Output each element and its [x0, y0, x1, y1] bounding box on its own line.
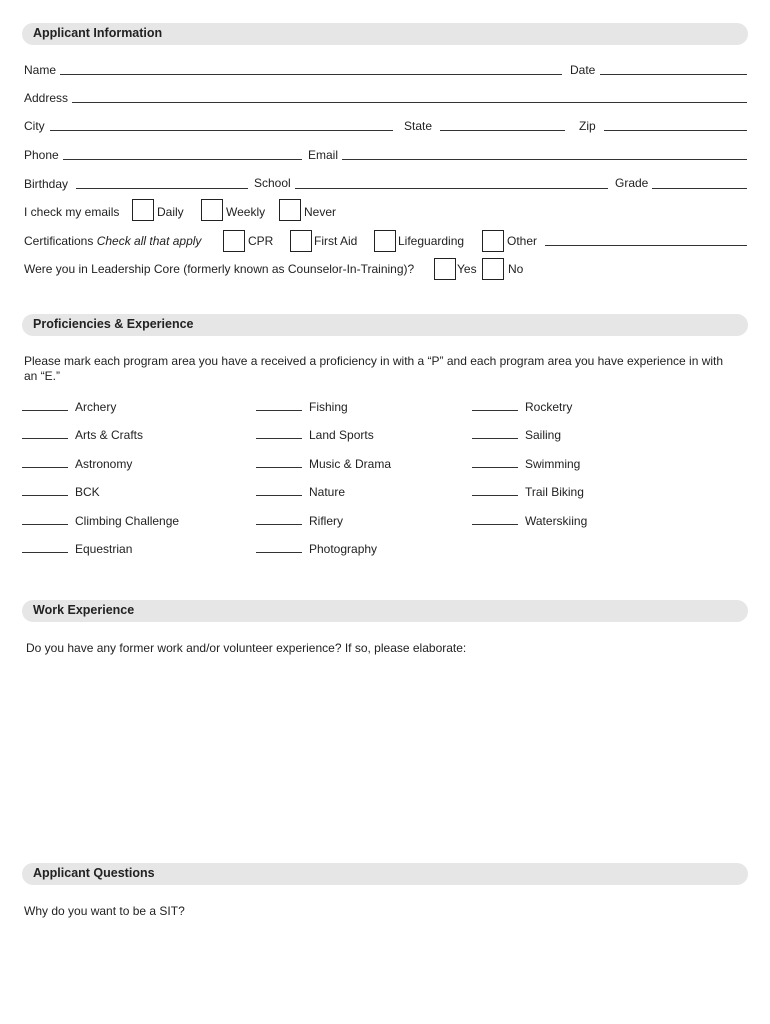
school-field[interactable]	[295, 188, 608, 189]
zip-field[interactable]	[604, 130, 747, 131]
archery-mark-field[interactable]	[22, 410, 68, 411]
other-certification-field[interactable]	[545, 245, 747, 246]
leadership-question: Were you in Leadership Core (formerly known as Counselor-In-Training)?	[24, 262, 415, 276]
school-label: School	[254, 176, 291, 190]
astronomy-mark-field[interactable]	[22, 467, 68, 468]
section-header-work-experience	[22, 600, 748, 622]
leadership-no-label: No	[508, 262, 524, 276]
program-area-label: Equestrian	[75, 542, 133, 556]
program-area-label: Archery	[75, 400, 117, 414]
leadership-yes-checkbox[interactable]	[434, 258, 456, 280]
section-title: Proficiencies & Experience	[33, 317, 194, 331]
program-area-label: BCK	[75, 485, 100, 499]
weekly-option-label: Weekly	[226, 205, 266, 219]
cpr-option-label: CPR	[248, 234, 274, 248]
riflery-mark-field[interactable]	[256, 524, 302, 525]
section-header-applicant-information	[22, 23, 748, 45]
proficiency-instructions: Please mark each program area you have a received a proficiency in with a “P” and each program area you have experience in with an “E.”	[24, 354, 724, 383]
other-option-label: Other	[507, 234, 538, 248]
fishing-mark-field[interactable]	[256, 410, 302, 411]
phone-label: Phone	[24, 148, 59, 162]
program-area-label: Riflery	[309, 514, 344, 528]
daily-option-label: Daily	[157, 205, 184, 219]
first-aid-option-label: First Aid	[314, 234, 358, 248]
work-experience-question: Do you have any former work and/or volunteer experience? If so, please elaborate:	[26, 641, 467, 655]
weekly-checkbox[interactable]	[201, 199, 223, 221]
date-label: Date	[570, 63, 596, 77]
lifeguarding-option-label: Lifeguarding	[398, 234, 465, 248]
date-field[interactable]	[600, 74, 747, 75]
phone-field[interactable]	[63, 159, 302, 160]
never-option-label: Never	[304, 205, 337, 219]
birthday-label: Birthday	[24, 177, 69, 191]
equestrian-mark-field[interactable]	[22, 552, 68, 553]
climbing-challenge-mark-field[interactable]	[22, 524, 68, 525]
name-field[interactable]	[60, 74, 562, 75]
swimming-mark-field[interactable]	[472, 467, 518, 468]
nature-mark-field[interactable]	[256, 495, 302, 496]
birthday-field[interactable]	[76, 188, 248, 189]
sit-answer-area[interactable]	[22, 922, 748, 1017]
first-aid-checkbox[interactable]	[290, 230, 312, 252]
city-field[interactable]	[50, 130, 393, 131]
program-area-label: Arts & Crafts	[75, 428, 144, 442]
work-experience-answer-area[interactable]	[22, 660, 748, 850]
program-area-label: Trail Biking	[525, 485, 584, 499]
program-area-label: Nature	[309, 485, 346, 499]
photography-mark-field[interactable]	[256, 552, 302, 553]
lifeguarding-checkbox[interactable]	[374, 230, 396, 252]
state-label: State	[404, 119, 433, 133]
program-area-label: Sailing	[525, 428, 562, 442]
email-label: Email	[308, 148, 339, 162]
program-area-label: Swimming	[525, 457, 581, 471]
bck-mark-field[interactable]	[22, 495, 68, 496]
cpr-checkbox[interactable]	[223, 230, 245, 252]
grade-label: Grade	[615, 176, 649, 190]
program-area-label: Climbing Challenge	[75, 514, 180, 528]
land-sports-mark-field[interactable]	[256, 438, 302, 439]
certifications-title: Certifications	[24, 234, 94, 248]
email-frequency-label: I check my emails	[24, 205, 120, 219]
section-header-applicant-questions	[22, 863, 748, 885]
program-area-label: Land Sports	[309, 428, 374, 442]
waterskiing-mark-field[interactable]	[472, 524, 518, 525]
leadership-no-checkbox[interactable]	[482, 258, 504, 280]
sailing-mark-field[interactable]	[472, 438, 518, 439]
arts-crafts-mark-field[interactable]	[22, 438, 68, 439]
never-checkbox[interactable]	[279, 199, 301, 221]
daily-checkbox[interactable]	[132, 199, 154, 221]
city-label: City	[24, 119, 45, 133]
trail-biking-mark-field[interactable]	[472, 495, 518, 496]
program-area-label: Waterskiing	[525, 514, 588, 528]
section-title: Applicant Information	[33, 26, 163, 40]
section-title: Applicant Questions	[33, 866, 155, 880]
section-header-proficiencies	[22, 314, 748, 336]
address-field[interactable]	[72, 102, 747, 103]
zip-label: Zip	[579, 119, 596, 133]
program-area-label: Music & Drama	[309, 457, 392, 471]
leadership-yes-label: Yes	[457, 262, 477, 276]
program-area-label: Fishing	[309, 400, 348, 414]
grade-field[interactable]	[652, 188, 747, 189]
sit-question: Why do you want to be a SIT?	[24, 904, 185, 918]
state-field[interactable]	[440, 130, 565, 131]
program-area-label: Photography	[309, 542, 378, 556]
music-drama-mark-field[interactable]	[256, 467, 302, 468]
certifications-label	[24, 234, 201, 248]
name-label: Name	[24, 63, 57, 77]
other-checkbox[interactable]	[482, 230, 504, 252]
program-area-label: Rocketry	[525, 400, 573, 414]
program-area-label: Astronomy	[75, 457, 133, 471]
email-field[interactable]	[342, 159, 747, 160]
section-title: Work Experience	[33, 603, 135, 617]
rocketry-mark-field[interactable]	[472, 410, 518, 411]
certifications-hint: Check all that apply	[96, 234, 202, 248]
address-label: Address	[24, 91, 69, 105]
